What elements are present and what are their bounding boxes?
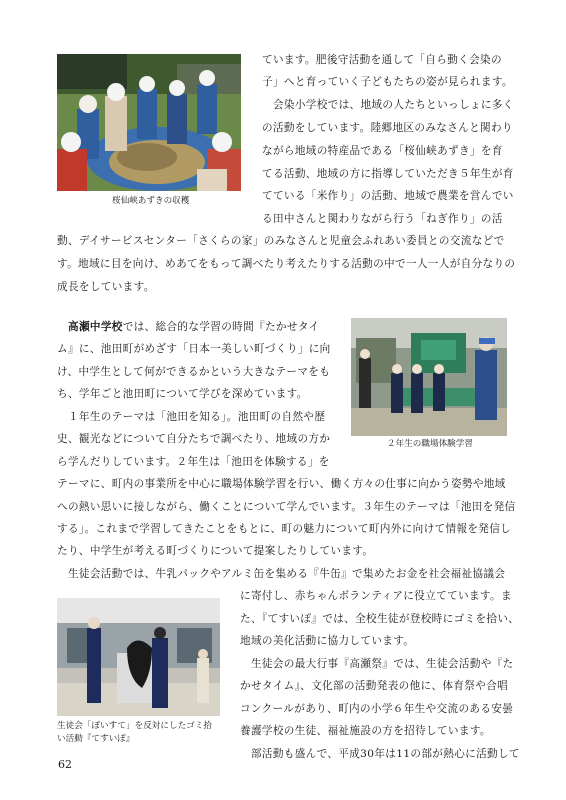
body-line: への熱い思いに接しながら、働くことについて学んでいます。３年生のテーマは「池田を発信 <box>57 501 516 513</box>
body-line: 史、観光などについて自分たちで調べたり、地域の方か <box>57 433 331 445</box>
body-text: では、総合的な学習の時間『たかせタイ <box>122 321 320 333</box>
body-line: たり、中学生が考える町づくりについて提案したりしています。 <box>57 545 374 557</box>
body-line: る田中さんと関わりながら行う「ねぎ作り」の活 <box>262 213 503 225</box>
trash-pickup-photo <box>57 598 220 716</box>
body-line: す。地域に目を向け、めあてをもって調べたり考えたりする活動の中で一人一人が自分なりの <box>57 258 516 270</box>
trash-caption-line-2: い活動『てすいぽ』 <box>57 734 135 744</box>
body-line: 成長をしています。 <box>57 281 155 293</box>
trash-caption-line-1: 生徒会「ぽいすて」を反対にしたゴミ拾 <box>57 721 212 731</box>
body-line: 地域の美化活動に協力しています。 <box>240 635 415 647</box>
body-line: ながら地域の特産品である「桜仙峡あずき」を育 <box>262 145 503 157</box>
body-line: てている「米作り」の活動、地域で農業を営んでい <box>262 190 514 202</box>
body-line: 部活動も盛んで、平成30年は11の部が熱心に活動して <box>240 748 520 760</box>
body-line: 養護学校の生徒、福祉施設の方を招待しています。 <box>240 725 491 737</box>
body-line: の活動をしています。陸郷地区のみなさんと関わり <box>262 122 513 134</box>
school-name: 高瀬中学校 <box>68 321 123 333</box>
body-line: 生徒会の最大行事『高瀬祭』では、生徒会活動や『た <box>240 658 514 670</box>
body-line: 子」へと育っていく子どもたちの姿が見られます。 <box>262 76 513 88</box>
page-number: 62 <box>58 758 72 771</box>
harvest-photo <box>57 54 241 191</box>
body-line: た、『てすいぽ』では、全校生徒が登校時にゴミを拾い、 <box>240 613 520 625</box>
workplace-caption: ２年生の職場体験学習 <box>387 439 473 449</box>
body-line: ています。肥後守活動を通して「自ら動く会染の <box>262 54 502 66</box>
body-line: 動、デイサービスセンター「さくらの家」のみなさんと児童会ふれあい委員との交流などで <box>57 235 505 247</box>
body-line: かせタイム』、文化部の活動発表の他に、体育祭や合唱 <box>240 680 509 692</box>
workplace-photo <box>351 318 507 436</box>
body-line: てる活動、地域の方に指導していただき５年生が育 <box>262 168 514 180</box>
body-line: ち、学年ごと池田町について学びを深めています。 <box>57 388 308 400</box>
body-line: に寄付し、赤ちゃんボランティアに役立てています。ま <box>240 590 512 602</box>
body-line: ら学んだりしています。２年生は「池田を体験する」を <box>57 456 330 468</box>
body-line: コンクールがあり、町内の小学６年生や交流のある安曇 <box>240 703 514 715</box>
body-line: 会染小学校では、地域の人たちといっしょに多く <box>262 99 514 111</box>
body-line <box>57 320 320 334</box>
body-line: ム』に、池田町がめざす「日本一美しい町づくり」に向 <box>57 343 331 355</box>
body-line: 生徒会活動では、牛乳パックやアルミ缶を集める『牛缶』で集めたお金を社会福祉協議会 <box>57 568 506 580</box>
body-line: け、中学生として何ができるかという大きなテーマをも <box>57 366 331 378</box>
body-line: １年生のテーマは「池田を知る」。池田町の自然や歴 <box>57 411 326 423</box>
harvest-caption: 桜仙峡あずきの収穫 <box>112 196 190 206</box>
body-line: する」。これまで学習してきたことをもとに、町の魅力について町内外に向けて情報を発信し <box>57 523 512 535</box>
body-line: テーマに、町内の事業所を中心に職場体験学習を行い、働く方々の仕事に向かう姿勢や地域 <box>57 478 506 490</box>
